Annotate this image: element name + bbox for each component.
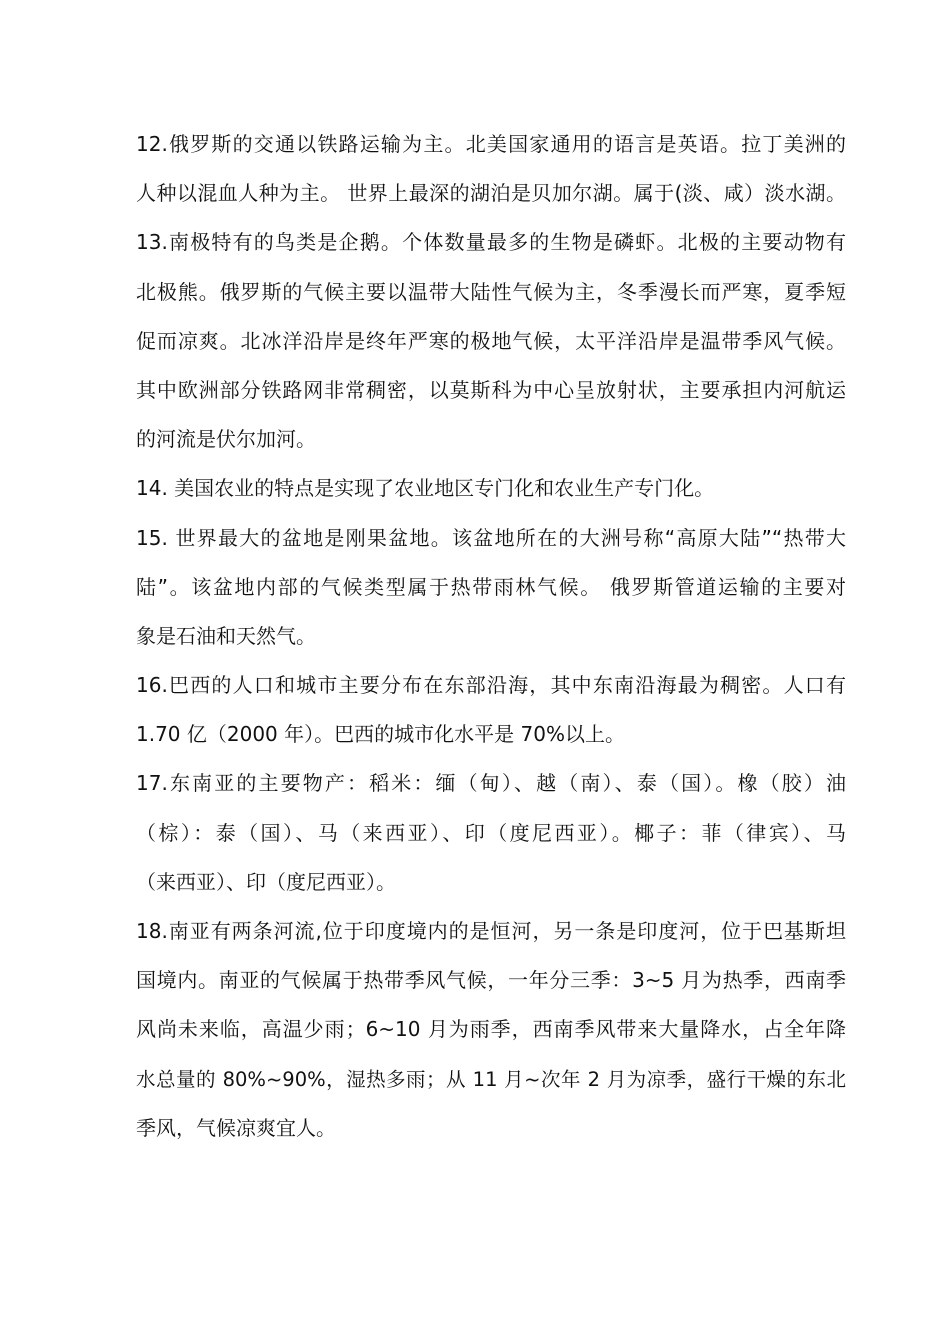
text-line: 季风，气候凉爽宜人。 bbox=[136, 1115, 336, 1140]
text-line: 14. 美国农业的特点是实现了农业地区专门化和农业生产专门化。 bbox=[136, 476, 715, 501]
text-line: 陆”。该盆地内部的气候类型属于热带雨林气候。 俄罗斯管道运输的主要对 bbox=[136, 574, 846, 599]
text-line: 16.巴西的人口和城市主要分布在东部沿海，其中东南沿海最为稠密。人口有 bbox=[136, 673, 846, 698]
text-line: 风尚未来临，高温少雨；6~10 月为雨季，西南季风带来大量降水，占全年降 bbox=[136, 1017, 846, 1042]
text-line: 1.70 亿（2000 年）。巴西的城市化水平是 70%以上。 bbox=[136, 722, 625, 747]
text-line: 18.南亚有两条河流,位于印度境内的是恒河，另一条是印度河，位于巴基斯坦 bbox=[136, 919, 846, 943]
text-line: （棕）：泰（国）、马（来西亚）、印（度尼西亚）。椰子：菲（律宾）、马 bbox=[136, 820, 846, 845]
document-body bbox=[136, 120, 846, 1153]
text-line: 象是石油和天然气。 bbox=[136, 623, 316, 648]
text-line: 人种以混血人种为主。 世界上最深的湖泊是贝加尔湖。属于(淡、咸）淡水湖。 bbox=[136, 181, 846, 206]
text-line: 水总量的 80%~90%，湿热多雨；从 11 月~次年 2 月为凉季，盛行干燥的东北 bbox=[136, 1067, 846, 1091]
text-line: 13.南极特有的鸟类是企鹅。个体数量最多的生物是磷虾。北极的主要动物有 bbox=[136, 230, 846, 255]
text-line: 17.东南亚的主要物产：稻米：缅（甸）、越（南）、泰（国）。橡（胶）油 bbox=[136, 771, 846, 796]
text-line: 12.俄罗斯的交通以铁路运输为主。北美国家通用的语言是英语。拉丁美洲的 bbox=[136, 132, 846, 156]
text-line: 的河流是伏尔加河。 bbox=[136, 427, 316, 452]
text-line: 促而凉爽。北冰洋沿岸是终年严寒的极地气候，太平洋沿岸是温带季风气候。 bbox=[136, 328, 846, 353]
text-line: 其中欧洲部分铁路网非常稠密，以莫斯科为中心呈放射状，主要承担内河航运 bbox=[136, 377, 846, 402]
text-line: 北极熊。俄罗斯的气候主要以温带大陆性气候为主，冬季漫长而严寒，夏季短 bbox=[136, 279, 846, 304]
text-line: （来西亚）、印（度尼西亚）。 bbox=[136, 869, 396, 894]
text-line: 15. 世界最大的盆地是刚果盆地。该盆地所在的大洲号称“高原大陆”“热带大 bbox=[136, 525, 846, 550]
text-line: 国境内。南亚的气候属于热带季风气候，一年分三季：3~5 月为热季，西南季 bbox=[136, 968, 846, 993]
